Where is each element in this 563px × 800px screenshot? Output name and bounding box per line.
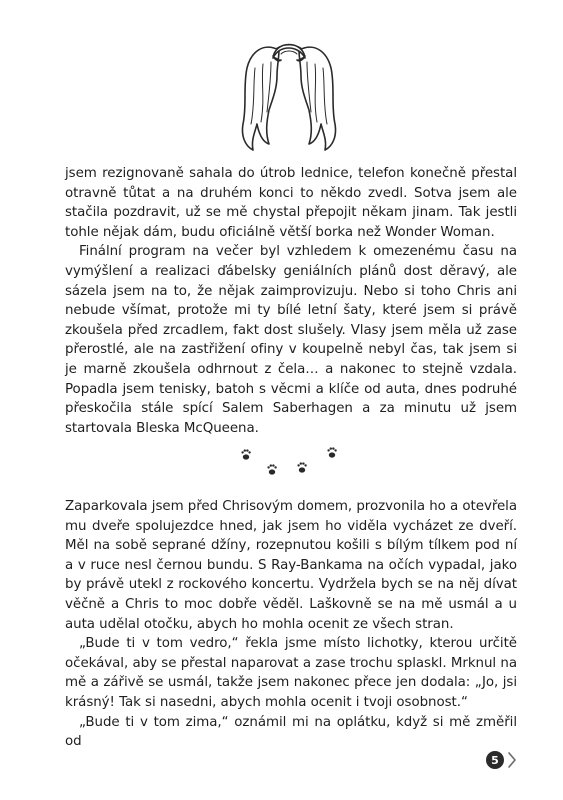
paw-prints-divider (232, 440, 344, 484)
paragraph: jsem rezignovaně sahala do útrob lednice, telefon konečně přestal otravně tůtat a na druhém konci to někdo zvedl. Sotva jsem ale stačila pozdravit, už se mě chystal přepojit někam jinam. Tak jestli tohle nějak dám, budu oficiálně větší borka než Wonder Woman. (65, 166, 517, 240)
paragraph: „Bude ti v tom zima,“ oznámil mi na oplátku, když si mě změřil od (65, 714, 517, 750)
text-section-2 (65, 497, 517, 752)
page-number-badge: 5 (486, 751, 504, 769)
paragraph: Zaparkovala jsem před Chrisovým domem, prozvonila ho a otevřela mu dveře spolujezdce hned, jak jsem ho viděla vycházet ze dveří. Měl na sobě seprané džíny, rozepnutou košili s bílým tílkem pod ní a v ruce nesl černou bundu. S Ray-Bankama na očích vypadal, jako by právě utekl z rockového koncertu. Vydržela bych se na něj dívat věčně a Chris to moc dobře věděl. Laškovně se na mě usmál a u auta udělal otočku, abych ho mohla ocenit ze všech stran. (65, 499, 517, 632)
text-section-1 (65, 164, 517, 438)
paragraph: Finální program na večer byl vzhledem k omezenému času na vymýšlení a realizaci ďábelsky geniálních plánů dost děravý, ale sázela jsem na to, že nějak zaimprovizuju. Nebo si toho Chris ani nebude všímat, protože mi ty bílé letní šaty, které jsem si právě zkoušela před zrcadlem, fakt dost slušely. Vlasy jsem měla už zase přerostlé, ale na zastřižení ofiny v koupelně nebyl čas, tak jsem si je marně zkoušela odhrnout z čela… a nakonec to stejně vzdala. Popadla jsem tenisky, batoh s věcmi a klíče od auta, dnes podruhé přeskočila stále spící Salem Saberhagen a za minutu už jsem startovala Bleska McQueena. (65, 244, 517, 436)
chevron-right-icon[interactable] (507, 751, 517, 769)
pigtails-hair-illustration (233, 28, 345, 158)
paragraph: „Bude ti v tom vedro,“ řekla jsme místo lichotky, kterou určitě očekával, aby se přestal naparovat a zase trochu splaskl. Mrknul na mě a zářivě se usmál, takže jsem nakonec přece jen dodala: „Jo, jsi krásný! Tak si nasedni, abych mohla ocenit i tvoji osobnost.“ (65, 636, 517, 710)
